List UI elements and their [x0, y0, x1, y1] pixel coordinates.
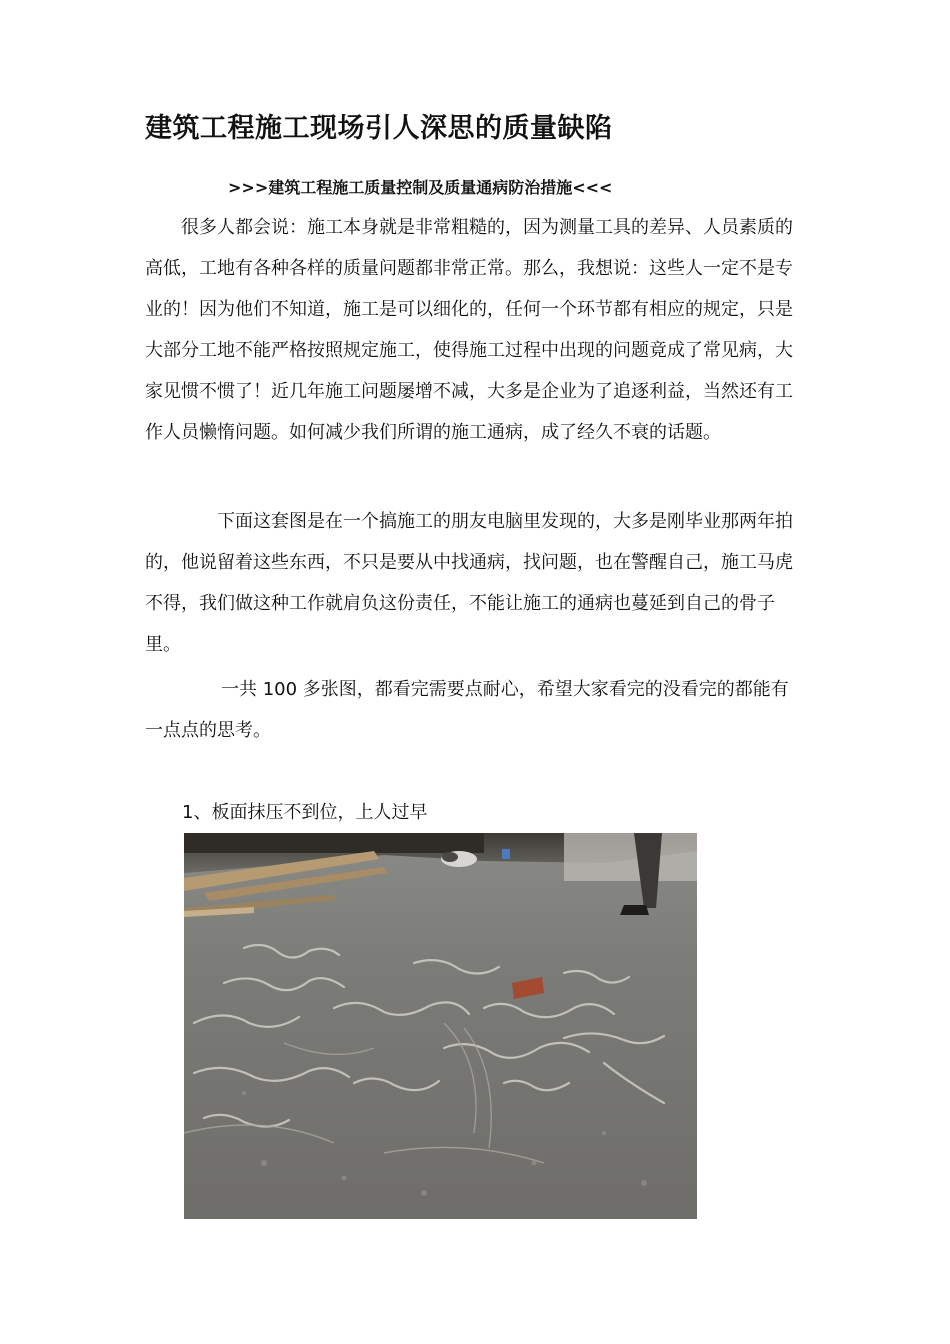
paragraph-source	[145, 501, 805, 665]
paragraph-intro-text: 很多人都会说：施工本身就是非常粗糙的，因为测量工具的差异、人员素质的高低，工地有各种各样的质量问题都非常正常。那么，我想说：这些人一定不是专业的！因为他们不知道，施工是可以细化的，任何一个环节都有相应的规定，只是大部分工地不能严格按照规定施工，使得施工过程中出现的问题竟成了常见病，大家见惯不惯了！近几年施工问题屡增不减，大多是企业为了追逐利益，当然还有工作人员懒惰问题。如何减少我们所谓的施工通病，成了经久不衰的话题。	[145, 217, 793, 443]
concrete-slab-photo	[184, 833, 697, 1219]
document-title: 建筑工程施工现场引人深思的质量缺陷	[145, 113, 613, 144]
paragraph-note-text: 一共 100 多张图，都看完需要点耐心，希望大家看完的没看完的都能有一点点的思考。	[145, 679, 789, 741]
document-subtitle: >>>建筑工程施工质量控制及质量通病防治措施<<<	[228, 178, 613, 197]
paragraph-intro	[145, 207, 805, 453]
paragraph-source-text: 下面这套图是在一个搞施工的朋友电脑里发现的，大多是刚毕业那两年拍的，他说留着这些东西，不只是要从中找通病，找问题，也在警醒自己，施工马虎不得，我们做这种工作就肩负这份责任，不能让施工的通病也蔓延到自己的骨子里。	[145, 511, 793, 655]
figure-caption: 1、板面抹压不到位，上人过早	[182, 802, 428, 823]
paragraph-note	[145, 669, 805, 751]
